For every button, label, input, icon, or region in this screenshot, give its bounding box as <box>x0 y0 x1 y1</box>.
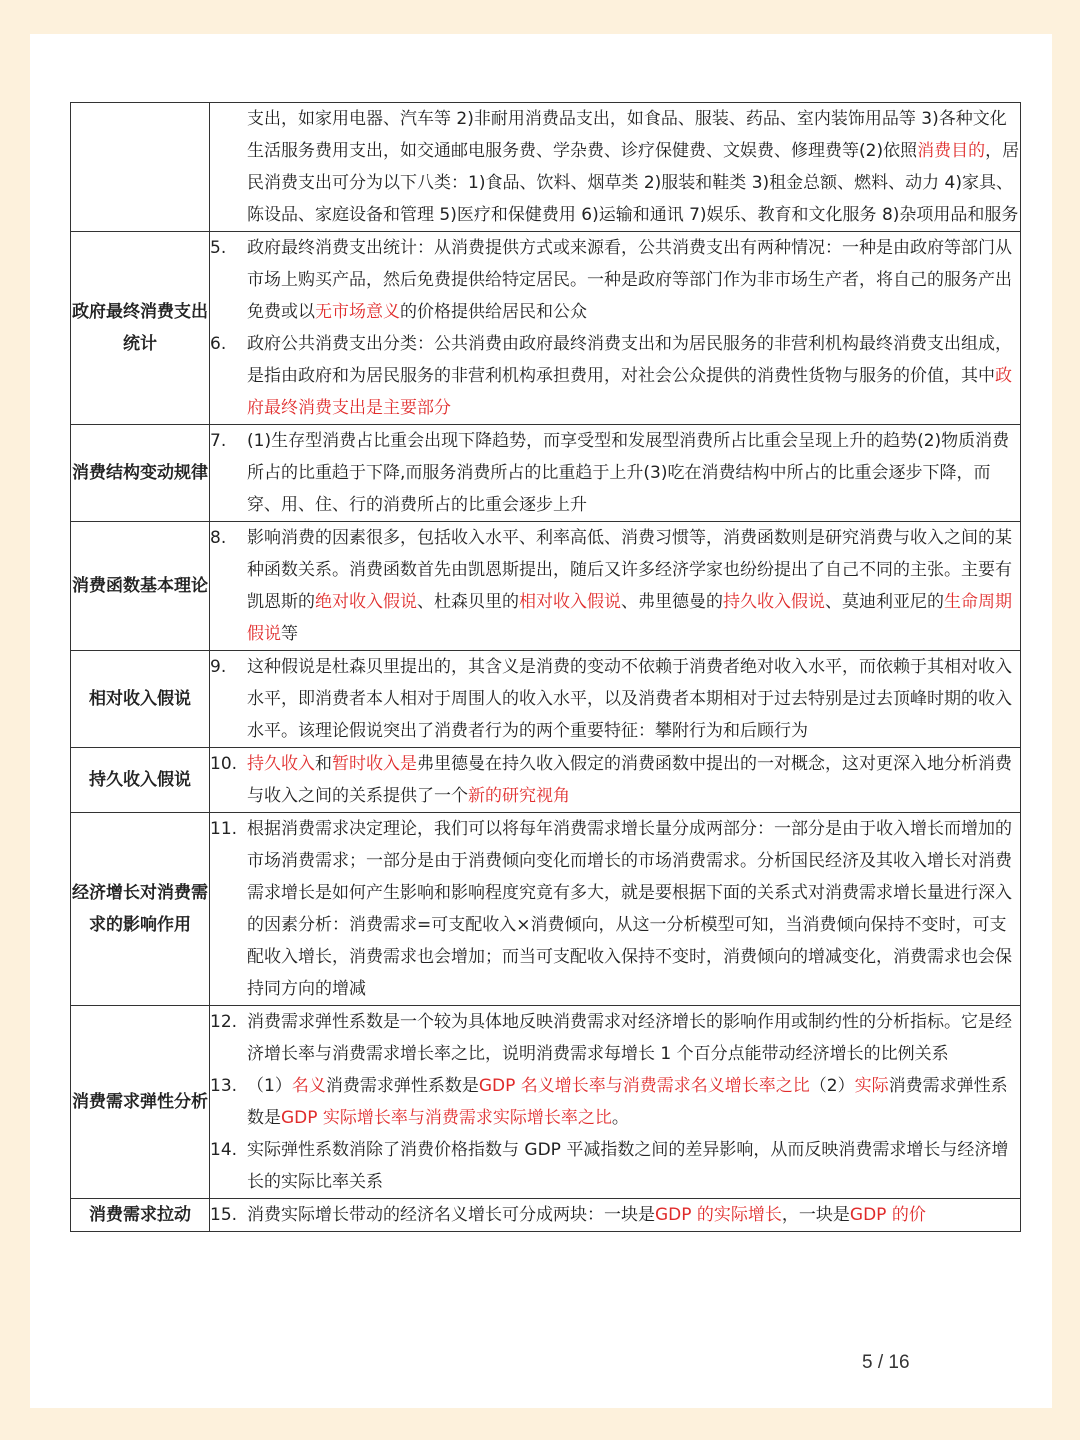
table-row <box>71 813 1021 1006</box>
content-cell <box>210 232 1021 425</box>
topic-cell <box>71 103 210 232</box>
table-row <box>71 1199 1021 1232</box>
topic-cell: 政府最终消费支出统计 <box>71 232 210 425</box>
table-row <box>71 651 1021 748</box>
topic-cell: 相对收入假说 <box>71 651 210 748</box>
table-row <box>71 748 1021 813</box>
topic-cell: 经济增长对消费需求的影响作用 <box>71 813 210 1006</box>
content-cell <box>210 425 1021 522</box>
content-cell <box>210 1199 1021 1232</box>
list-item: 14. 实际弹性系数消除了消费价格指数与 GDP 平减指数之间的差异影响，从而反映消费需求增长与经济增长的实际比率关系 <box>210 1140 1009 1192</box>
list-item: 13. （1）名义消费需求弹性系数是GDP 名义增长率与消费需求名义增长率之比（2）实际消费需求弹性系数是GDP 实际增长率与消费需求实际增长率之比。 <box>210 1076 1008 1128</box>
table-row <box>71 522 1021 651</box>
content-cell <box>210 103 1021 232</box>
list-item: 11. 根据消费需求决定理论，我们可以将每年消费需求增长量分成两部分：一部分是由于收入增长而增加的市场消费需求；一部分是由于消费倾向变化而增长的市场消费需求。分析国民经济及其收入增长对消费需求增长是如何产生影响和影响程度究竟有多大，就是要根据下面的关系式对消费需求增长量进行深入的因素分析：消费需求=可支配收入×消费倾向，从这一分析模型可知，当消费倾向保持不变时，可支配收入增长，消费需求也会增加；而当可支配收入保持不变时，消费倾向的增减变化，消费需求也会保持同方向的增减 <box>210 819 1012 999</box>
topic-cell: 消费结构变动规律 <box>71 425 210 522</box>
list-item: 7. (1)生存型消费占比重会出现下降趋势，而享受型和发展型消费所占比重会呈现上升的趋势(2)物质消费所占的比重趋于下降,而服务消费所占的比重趋于上升(3)吃在消费结构中所占的比重会逐步下降，而穿、用、住、行的消费所占的比重会逐步上升 <box>210 431 1010 515</box>
content-cell <box>210 651 1021 748</box>
list-item: 8. 影响消费的因素很多，包括收入水平、利率高低、消费习惯等，消费函数则是研究消费与收入之间的某种函数关系。消费函数首先由凯恩斯提出，随后又许多经济学家也纷纷提出了自己不同的主张。主要有凯恩斯的绝对收入假说、杜森贝里的相对收入假说、弗里德曼的持久收入假说、莫迪利亚尼的生命周期假说等 <box>210 528 1012 644</box>
content-cell <box>210 1006 1021 1199</box>
topic-cell: 消费需求拉动 <box>71 1199 210 1232</box>
list-item: 15. 消费实际增长带动的经济名义增长可分成两块：一块是GDP 的实际增长，一块是GDP 的价 <box>210 1205 926 1225</box>
table-row <box>71 232 1021 425</box>
list-item: 5. 政府最终消费支出统计：从消费提供方式或来源看，公共消费支出有两种情况：一种是由政府等部门从市场上购买产品，然后免费提供给特定居民。一种是政府等部门作为非市场生产者，将自己的服务产出免费或以无市场意义的价格提供给居民和公众 <box>210 238 1012 322</box>
notes-table <box>70 102 1021 1232</box>
table-row <box>71 425 1021 522</box>
page-number: 5 / 16 <box>862 1352 910 1373</box>
list-item: 10. 持久收入和暂时收入是弗里德曼在持久收入假定的消费函数中提出的一对概念，这对更深入地分析消费与收入之间的关系提供了一个新的研究视角 <box>210 754 1012 806</box>
topic-cell: 消费需求弹性分析 <box>71 1006 210 1199</box>
topic-cell: 消费函数基本理论 <box>71 522 210 651</box>
document-page <box>30 34 1052 1408</box>
table-row <box>71 103 1021 232</box>
content-cell <box>210 748 1021 813</box>
list-item: 12. 消费需求弹性系数是一个较为具体地反映消费需求对经济增长的影响作用或制约性的分析指标。它是经济增长率与消费需求增长率之比，说明消费需求每增长 1 个百分点能带动经济增长的比例关系 <box>210 1012 1012 1064</box>
content-cell <box>210 813 1021 1006</box>
item-continuation: 支出，如家用电器、汽车等 2)非耐用消费品支出，如食品、服装、药品、室内装饰用品等 3)各种文化生活服务费用支出，如交通邮电服务费、学杂费、诊疗保健费、文娱费、修理费等(2)依照消费目的，居民消费支出可分为以下八类：1)食品、饮料、烟草类 2)服装和鞋类 3)租金总额、燃料、动力 4)家具、陈设品、家庭设备和管理 5)医疗和保健费用 6)运输和通讯 7)娱乐、教育和文化服务 8)杂项用品和服务 <box>247 109 1020 225</box>
list-item: 9. 这种假说是杜森贝里提出的，其含义是消费的变动不依赖于消费者绝对收入水平，而依赖于其相对收入水平，即消费者本人相对于周围人的收入水平，以及消费者本期相对于过去特别是过去顶峰时期的收入水平。该理论假说突出了消费者行为的两个重要特征：攀附行为和后顾行为 <box>210 657 1012 741</box>
content-cell <box>210 522 1021 651</box>
table-row <box>71 1006 1021 1199</box>
list-item: 6. 政府公共消费支出分类：公共消费由政府最终消费支出和为居民服务的非营利机构最终消费支出组成，是指由政府和为居民服务的非营利机构承担费用，对社会公众提供的消费性货物与服务的价值，其中政府最终消费支出是主要部分 <box>210 334 1012 418</box>
topic-cell: 持久收入假说 <box>71 748 210 813</box>
